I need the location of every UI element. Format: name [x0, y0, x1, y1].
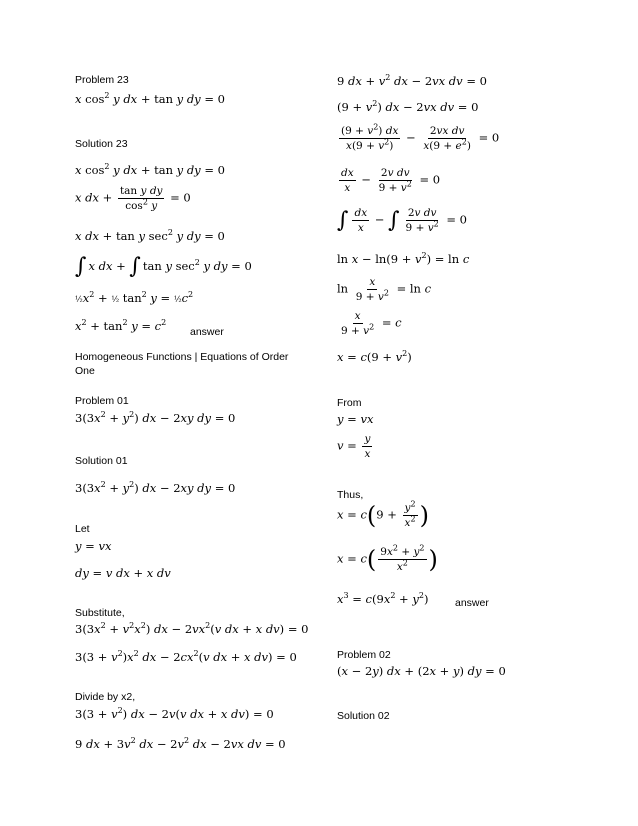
solution-23-step-1: x $\cos^2 y$ dx + tan y dy = 0 — [75, 162, 225, 177]
problem-23-equation: x $\cos^2 y$ dx + tan y dy = 0 — [75, 91, 225, 106]
solution-01-step-16: x = c( $\frac{9x^2 + y^2}{x^2}$ ) — [337, 543, 438, 574]
substitute-label: Substitute, — [75, 607, 125, 619]
solution-01-step-12: ln $\frac{x}{9 + v^2}$ = ln c — [337, 276, 432, 303]
section-title: Homogeneous Functions | Equations of Order One — [75, 351, 289, 377]
problem-01-heading: Problem 01 — [75, 395, 129, 407]
solution-01-step-14: $x = c(9 + v^2)$ — [337, 349, 412, 364]
substitution-y: y = vx — [75, 539, 112, 553]
solution-23-step-4: ∫ x dx + ∫ tan y $\sec^2 y$ dy = 0 — [75, 254, 252, 279]
solution-23-result: $x^2 + \tan^2 y = c^2$ — [75, 318, 167, 333]
solution-23-step-3: x dx + tan y $\sec^2 y$ dy = 0 — [75, 228, 225, 243]
divide-label: Divide by x2, — [75, 691, 136, 703]
solution-23-step-5: $\frac{1}{2}x^2$ + ½ $\tan^2 y$ = $\frac{1}{2}c^2$ — [75, 290, 194, 305]
problem-02-heading: Problem 02 — [337, 649, 391, 661]
solution-01-heading: Solution 01 — [75, 455, 128, 467]
problem-23-heading: Problem 23 — [75, 74, 129, 86]
solution-01-step-11: $\ln x - \ln(9 + v^2) = \ln c$ — [337, 251, 470, 266]
solution-01-step-10: ∫ $\frac{dx}{x}$ − ∫ $\frac{\text{2v dv}}{9 + v^2}$ = 0 — [337, 207, 467, 234]
solution-01-step-2: $3(3x^2 + v^2x^2)$ dx − $2vx^2(v$ dx + x dv) = 0 — [75, 621, 309, 636]
solution-01-step-1: $3(3x^2 + y^2)$ dx − 2xy dy = 0 — [75, 480, 236, 495]
solution-01-step-8: $\frac{(9 + v^2) dx}{x(9 + v^2)}$ − $\frac{\text{2vx dv}}{x(9 + e^2)}$ = 0 — [341, 122, 500, 152]
relation-v: v = $\frac{y}{x}$ — [337, 433, 371, 460]
problem-02-equation: (x − 2y) dx + (2x + y) dy = 0 — [337, 664, 506, 678]
solution-01-step-7: $(9 + v^2)$ dx − 2vx dv = 0 — [337, 99, 479, 114]
solution-01-step-6: 9 dx + $v^2$ dx − 2vx dv = 0 — [337, 73, 487, 88]
solution-23-step-2: x dx + $\frac{\text{tan y dy}}{\cos^2 y}$ = 0 — [75, 185, 191, 212]
thus-label: Thus, — [337, 489, 364, 501]
problem-01-equation: $3(3x^2 + y^2)$ dx − 2xy dy = 0 — [75, 410, 236, 425]
substitution-dy: dy = v dx + x dv — [75, 566, 171, 580]
let-label: Let — [75, 523, 90, 535]
solution-01-step-13: $\frac{x}{9 + v^2}$ = c — [341, 310, 402, 337]
solution-01-step-3: $3(3 + v^2)x^2$ dx − $2cx^2(v$ dx + x dv) = 0 — [75, 649, 297, 664]
solution-01-step-15: x = c(9 + $\frac{y^2}{x^2}$ ) — [337, 499, 429, 530]
solution-23-heading: Solution 23 — [75, 138, 128, 150]
solution-01-step-9: $\frac{dx}{x}$ − $\frac{\text{2v dv}}{9 + v^2}$ = 0 — [341, 167, 441, 194]
answer-label-2: answer — [455, 597, 489, 609]
from-label: From — [337, 397, 362, 409]
solution-01-step-4: $3(3 + v^2)$ dx − 2v(v dx + x dv) = 0 — [75, 706, 274, 721]
solution-01-result: $x^3 = c(9x^2 + y^2)$ — [337, 591, 429, 606]
relation-y: y = vx — [337, 412, 374, 426]
answer-label-1: answer — [190, 326, 224, 338]
solution-02-heading: Solution 02 — [337, 710, 390, 722]
solution-01-step-5: 9 dx + $3v^2$ dx − $2v^2$ dx − 2vx dv = 0 — [75, 736, 286, 751]
